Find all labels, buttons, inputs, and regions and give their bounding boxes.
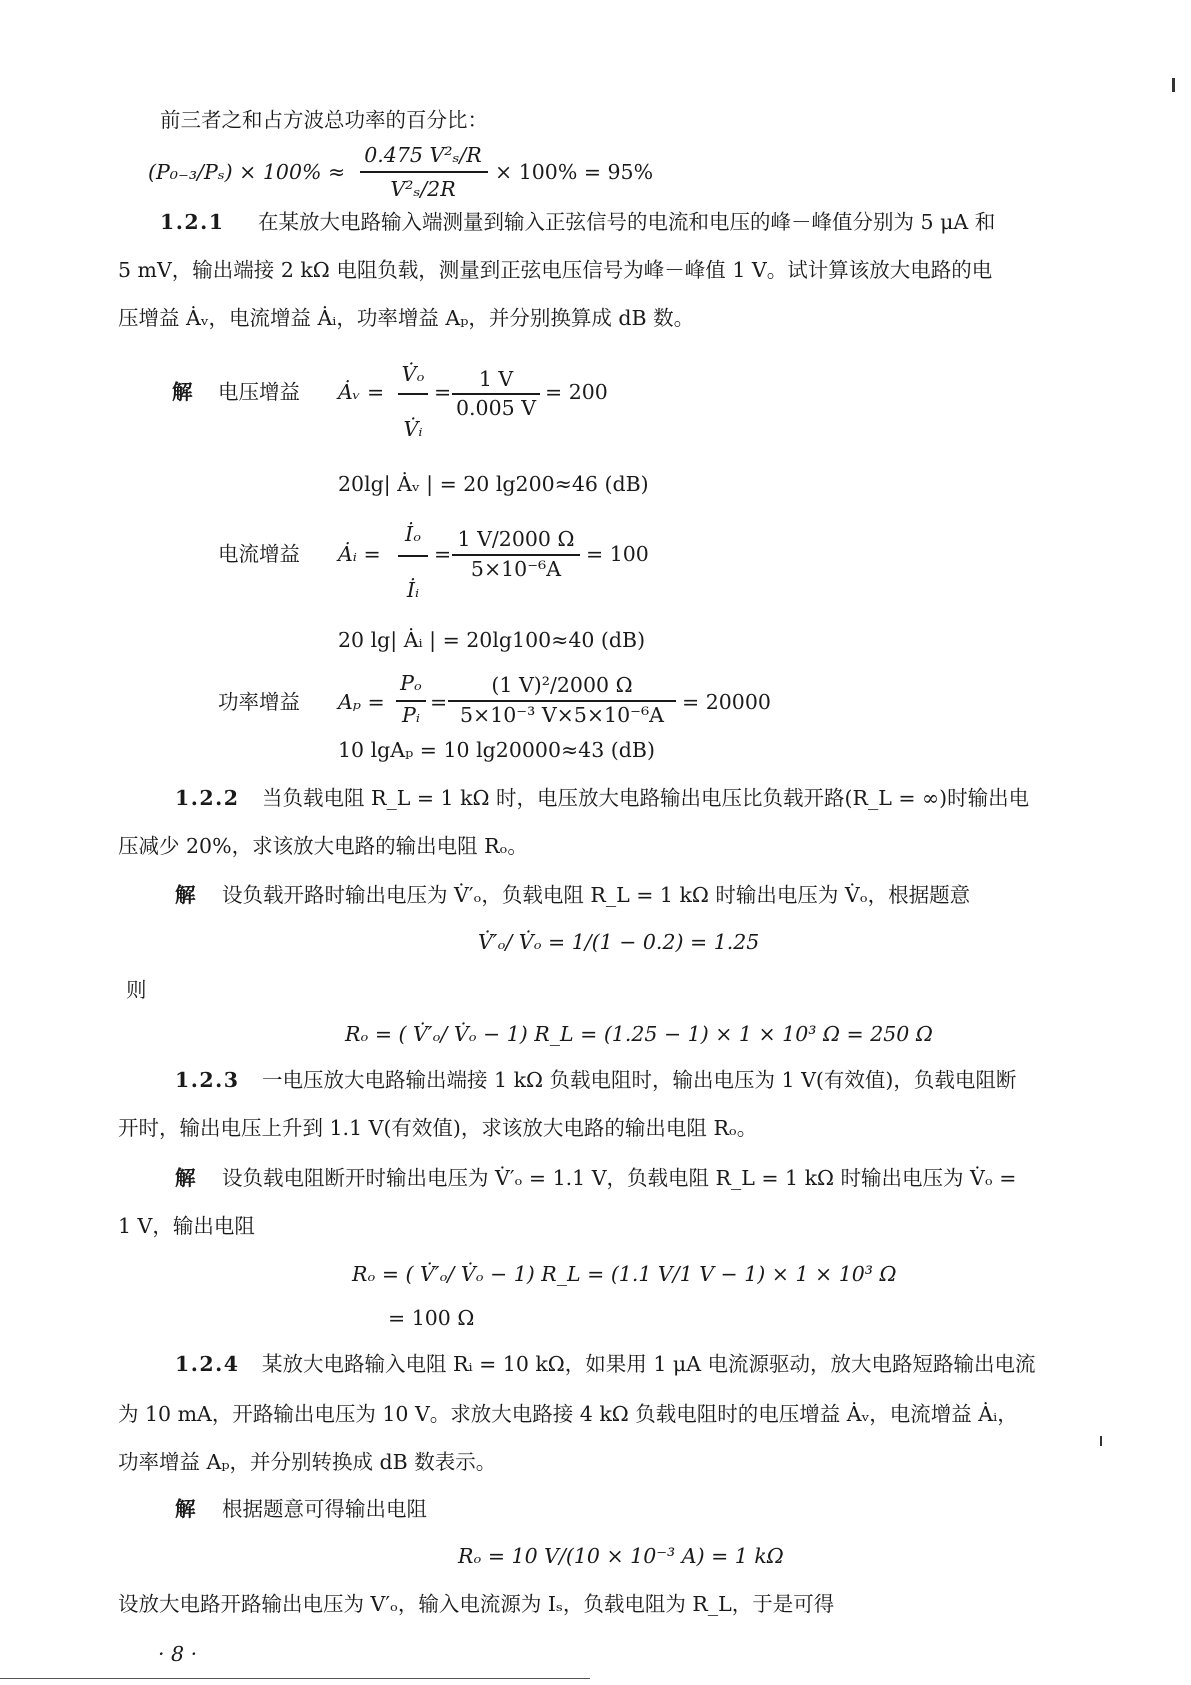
problem-1-2-4-line-2: 为 10 mA，开路输出电压为 10 V。求放大电路接 4 kΩ 负载电阻时的电压增益 Ȧᵥ，电流增益 Ȧᵢ， <box>118 1402 1018 1426</box>
problem-1-2-2-line-1: 当负载电阻 R_L = 1 kΩ 时，电压放大电路输出电压比负载开路(R_L = ∞)时输出电 <box>262 786 1030 810</box>
av-db: 20lg| Ȧᵥ | = 20 lg200≈46 (dB) <box>338 472 649 496</box>
av-lhs: Ȧᵥ = <box>338 380 385 404</box>
ap-fraction2-numerator: (1 V)²/2000 Ω <box>491 673 633 697</box>
ratio-fraction-bar <box>360 171 488 173</box>
ai-fraction2-bar <box>452 554 580 556</box>
ap-fraction1-denominator: Pᵢ <box>402 703 420 727</box>
ratio-eq-lhs: (P₀₋₃/Pₛ) × 100% ≈ <box>148 160 346 184</box>
problem-1-2-1-line-2: 5 mV，输出端接 2 kΩ 电阻负载，测量到正弦电压信号为峰－峰值 1 V。试计算该放大电路的电 <box>118 258 993 282</box>
solution-1-2-2-eq-1: V̇′ₒ/ V̇ₒ = 1/(1 − 0.2) = 1.25 <box>478 930 760 954</box>
solution-1-2-2-line: 设负载开路时输出电压为 V̇′ₒ，负载电阻 R_L = 1 kΩ 时输出电压为 V̇ₒ，根据题意 <box>222 883 971 907</box>
av-fraction2-numerator: 1 V <box>478 367 514 391</box>
av-fraction1-denominator: V̇ᵢ <box>403 417 423 441</box>
av-fraction2-denominator: 0.005 V <box>455 396 536 420</box>
av-fraction1-numerator: V̇ₒ <box>401 362 425 386</box>
intro-line: 前三者之和占方波总功率的百分比： <box>160 108 488 132</box>
ai-equals: = <box>434 542 452 566</box>
av-equals: = <box>434 380 452 404</box>
ap-db: 10 lgAₚ = 10 lg20000≈43 (dB) <box>338 738 655 762</box>
page-number: · 8 · <box>158 1642 198 1666</box>
solution-marker: 解 <box>175 1166 196 1190</box>
solution-marker: 解 <box>172 380 193 404</box>
solution-1-2-3-eq-1: Rₒ = ( V̇′ₒ/ V̇ₒ − 1) R_L = (1.1 V/1 V − 1) × 1 × 10³ Ω <box>352 1262 897 1286</box>
scan-mark <box>1100 1436 1102 1446</box>
ai-lhs: Ȧᵢ = <box>338 542 381 566</box>
ap-fraction2-denominator: 5×10⁻³ V×5×10⁻⁶A <box>460 703 664 727</box>
solution-1-2-2-eq-2: Rₒ = ( V̇′ₒ/ V̇ₒ − 1) R_L = (1.25 − 1) × 1 × 10³ Ω = 250 Ω <box>345 1022 933 1046</box>
ai-fraction1-bar <box>398 555 428 557</box>
solution-marker: 解 <box>175 1497 196 1521</box>
problem-1-2-1-line-1: 在某放大电路输入端测量到输入正弦信号的电流和电压的峰－峰值分别为 5 μA 和 <box>258 210 996 234</box>
solution-1-2-3-eq-2: = 100 Ω <box>388 1306 475 1330</box>
av-fraction2-bar <box>452 393 540 395</box>
voltage-gain-label: 电压增益 <box>218 380 300 404</box>
ratio-eq-numerator: 0.475 V²ₛ/R <box>364 143 482 167</box>
power-gain-label: 功率增益 <box>218 690 300 714</box>
ap-fraction1-bar <box>396 700 426 702</box>
problem-1-2-1-line-3: 压增益 Ȧᵥ，电流增益 Ȧᵢ，功率增益 Aₚ，并分别换算成 dB 数。 <box>118 306 695 330</box>
solution-1-2-4-eq: Rₒ = 10 V/(10 × 10⁻³ A) = 1 kΩ <box>458 1544 784 1568</box>
ratio-eq-denominator: V²ₛ/2R <box>390 177 456 201</box>
ai-fraction1-denominator: İᵢ <box>406 578 420 602</box>
ap-result: = 20000 <box>682 690 771 714</box>
solution-1-2-3-line-1: 设负载电阻断开时输出电压为 V̇′ₒ = 1.1 V，负载电阻 R_L = 1 kΩ 时输出电压为 V̇ₒ = <box>222 1166 1017 1190</box>
page-edge-rule <box>0 1678 590 1679</box>
then-marker: 则 <box>126 978 147 1002</box>
ai-db: 20 lg| Ȧᵢ | = 20lg100≈40 (dB) <box>338 628 646 652</box>
ap-equals: = <box>430 690 448 714</box>
ai-fraction2-numerator: 1 V/2000 Ω <box>457 527 575 551</box>
problem-1-2-3-line-2: 开时，输出电压上升到 1.1 V(有效值)，求该放大电路的输出电阻 Rₒ。 <box>118 1116 758 1140</box>
ap-fraction2-bar <box>448 700 676 702</box>
ai-fraction2-denominator: 5×10⁻⁶A <box>470 557 562 581</box>
section-number-1-2-4: 1.2.4 <box>175 1352 240 1376</box>
section-number-1-2-1: 1.2.1 <box>160 210 225 234</box>
scan-mark <box>1172 78 1175 92</box>
problem-1-2-4-line-1: 某放大电路输入电阻 Rᵢ = 10 kΩ，如果用 1 μA 电流源驱动，放大电路短路输出电流 <box>262 1352 1036 1376</box>
solution-1-2-4-line: 根据题意可得输出电阻 <box>222 1497 427 1521</box>
problem-1-2-3-line-1: 一电压放大电路输出端接 1 kΩ 负载电阻时，输出电压为 1 V(有效值)，负载电阻断 <box>262 1068 1017 1092</box>
solution-1-2-4-last-line: 设放大电路开路输出电压为 V′ₒ，输入电流源为 Iₛ，负载电阻为 R_L，于是可得 <box>118 1592 835 1616</box>
solution-marker: 解 <box>175 883 196 907</box>
problem-1-2-2-line-2: 压减少 20%，求该放大电路的输出电阻 Rₒ。 <box>118 834 528 858</box>
ai-fraction1-numerator: İₒ <box>405 522 421 546</box>
solution-1-2-3-line-2: 1 V，输出电阻 <box>118 1214 255 1238</box>
ratio-eq-rhs: × 100% = 95% <box>495 160 654 184</box>
av-fraction1-bar <box>398 393 428 395</box>
ap-lhs: Aₚ = <box>338 690 385 714</box>
section-number-1-2-3: 1.2.3 <box>175 1068 240 1092</box>
ap-fraction1-numerator: Pₒ <box>400 671 422 695</box>
problem-1-2-4-line-3: 功率增益 Aₚ，并分别转换成 dB 数表示。 <box>118 1450 497 1474</box>
av-result: = 200 <box>545 380 608 404</box>
section-number-1-2-2: 1.2.2 <box>175 786 240 810</box>
current-gain-label: 电流增益 <box>218 542 300 566</box>
ai-result: = 100 <box>586 542 649 566</box>
